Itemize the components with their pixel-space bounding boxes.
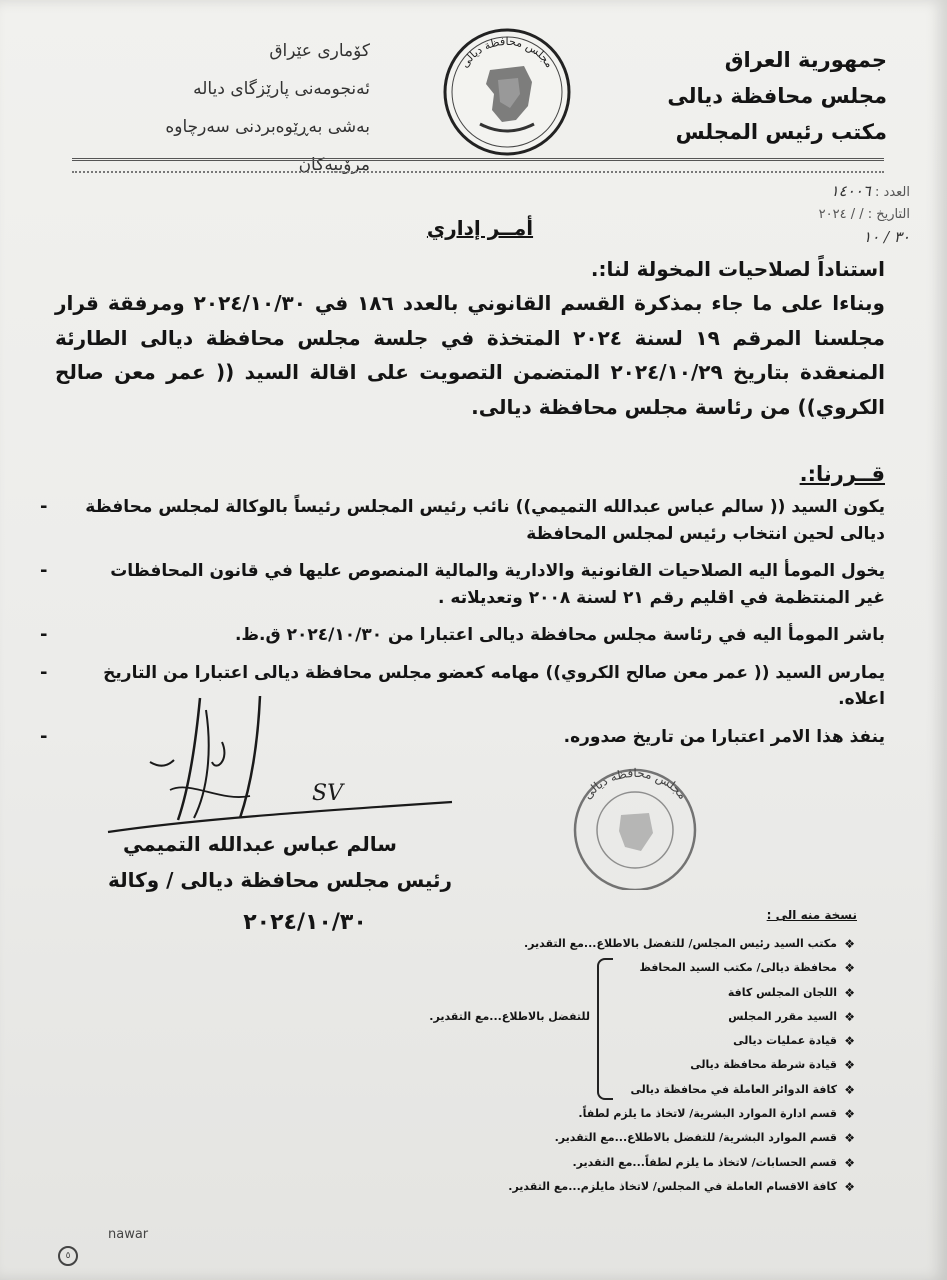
dash-bullet-icon: - [40,725,48,747]
dash-bullet-icon: - [40,496,48,517]
decision-item: - يخول المومأ اليه الصلاحيات القانونية والادارية والمالية المنصوص عليها في قانون المحافظات غير المنتظمة في اقليم رقم ٢١ لسنة ٢٠٠٨ وتعديلاته . [40,560,885,608]
decision-item: - باشر المومأ اليه في رئاسة مجلس محافظة ديالى اعتبارا من ٢٠٢٤/١٠/٣٠ ق.ظ. [40,622,885,649]
diamond-bullet-icon: ❖ [844,985,855,1000]
kurdish-line-country: كۆماری عێراق [269,41,370,61]
ref-handwritten-number: ١٤٠٠٦ [830,182,871,200]
dash-bullet-icon: - [40,661,48,683]
copies-heading: نسخة منه الى : [766,908,857,922]
decision-item: - يكون السيد (( سالم عباس عبدالله التميمي)) نائب رئيس المجلس رئيساً بالوكالة لمجلس محافظة ديالى لحين انتخاب رئيس لمجلس المحافظة [40,496,885,544]
header-line-office: مكتب رئيس المجلس [675,120,887,144]
signature-initials: SV [312,781,343,806]
page-mark: ٥ [58,1246,78,1266]
official-stamp [555,755,715,890]
body-intro: استناداً لصلاحيات المخولة لنا:. [590,257,885,281]
handwritten-signature [100,690,460,840]
diamond-bullet-icon: ❖ [844,1155,855,1170]
copy-recipient: ❖ كافة الاقسام العاملة في المجلس/ لاتخاذ مايلزم...مع التقدير. [335,1175,855,1199]
ref-number-label: العدد : [875,185,910,200]
diamond-bullet-icon: ❖ [844,1058,855,1073]
header-line-country: جمهورية العراق [724,48,887,72]
diamond-bullet-icon: ❖ [844,1179,855,1194]
signatory-title: رئيس مجلس محافظة ديالى / وكالة [107,868,453,892]
footer-typist-name: nawar [108,1227,149,1242]
copy-recipient: ❖ قسم ادارة الموارد البشرية/ لاتخاذ ما يلزم لطفاً. [335,1102,855,1126]
kurdish-line-department: بەشی بەڕێوەبردنی سەرچاوە مرۆییەكان [165,117,370,175]
copies-bracket-note: للتفضل بالاطلاع...مع التقدير. [429,1010,590,1023]
stamp-text: مجلس محافظة ديالى [580,765,690,802]
diamond-bullet-icon: ❖ [844,961,855,976]
header-divider [72,158,884,173]
diamond-bullet-icon: ❖ [844,1034,855,1049]
decided-label: قــررنا:. [799,462,885,486]
council-emblem-logo [432,22,582,157]
copies-list [335,932,855,1199]
reference-block [790,180,910,248]
kurdish-line-council: ئەنجومەنی پارێزگای دیالە [193,79,370,99]
dash-bullet-icon: - [40,560,48,581]
diamond-bullet-icon: ❖ [844,1009,855,1024]
diamond-bullet-icon: ❖ [844,937,855,951]
copy-recipient: ❖ قيادة عمليات ديالى [335,1029,855,1053]
copy-recipient: ❖ اللجان المجلس كافة [335,981,855,1005]
emblem-text: مجلس محافظة ديالى [458,34,557,71]
body-paragraph: وبناءا على ما جاء بمذكرة القسم القانوني بالعدد ١٨٦ في ٢٠٢٤/١٠/٣٠ ومرفقة قرار مجلسنا المرقم ١٩ لسنة ٢٠٢٤ المتخذة في جلسة مجلس محافظة ديالى الطارئة المنعقدة بتاريخ ٢٠٢٤/١٠/٢٩ المتضمن التصويت على اقالة السيد (( عمر معن صالح الكروي)) من رئاسة مجلس محافظة ديالى. [55,291,886,419]
ref-handwritten-date: ٣٠ / ١٠ [863,228,910,246]
signature-date: ٢٠٢٤/١٠/٣٠ [243,910,367,935]
decision-item: - يمارس السيد (( عمر معن صالح الكروي)) مهامه كعضو مجلس محافظة ديالى اعتبارا من التاريخ اعلاه. [40,661,885,709]
copy-recipient: ❖ قيادة شرطة محافظة ديالى [335,1053,855,1077]
ref-date-label: التاريخ : [867,207,910,222]
copy-recipient: ❖ محافظة ديالى/ مكتب السيد المحافظ [335,956,855,980]
copy-recipient: ❖ السيد مقرر المجلس [335,1005,855,1029]
ref-date-value: / / ٢٠٢٤ [818,207,864,222]
dash-bullet-icon: - [40,624,48,645]
diamond-bullet-icon: ❖ [844,1082,855,1097]
copies-bracket [597,958,613,1100]
decision-item: - ينفذ هذا الامر اعتبارا من تاريخ صدوره. [40,724,885,751]
diamond-bullet-icon: ❖ [844,1131,855,1146]
copy-recipient: ❖ قسم الحسابات/ لاتخاذ ما يلزم لطفاً...مع التقدير. [335,1151,855,1175]
signatory-name: سالم عباس عبدالله التميمي [123,832,397,856]
copy-recipient: ❖ قسم الموارد البشرية/ للتفضل بالاطلاع...مع التقدير. [335,1126,855,1150]
diamond-bullet-icon: ❖ [844,1107,855,1122]
copy-recipient: ❖ كافة الدوائر العاملة في محافظة ديالى [335,1078,855,1102]
svg-text:مجلس محافظة ديالى [580,766,689,802]
arabic-header [607,42,887,150]
copy-recipient: ❖ مكتب السيد رئيس المجلس/ للتفضل بالاطلاع...مع التقدير. [335,932,855,956]
document-title: أمــر إداري [426,216,534,240]
header-line-council: مجلس محافظة ديالى [667,84,887,108]
